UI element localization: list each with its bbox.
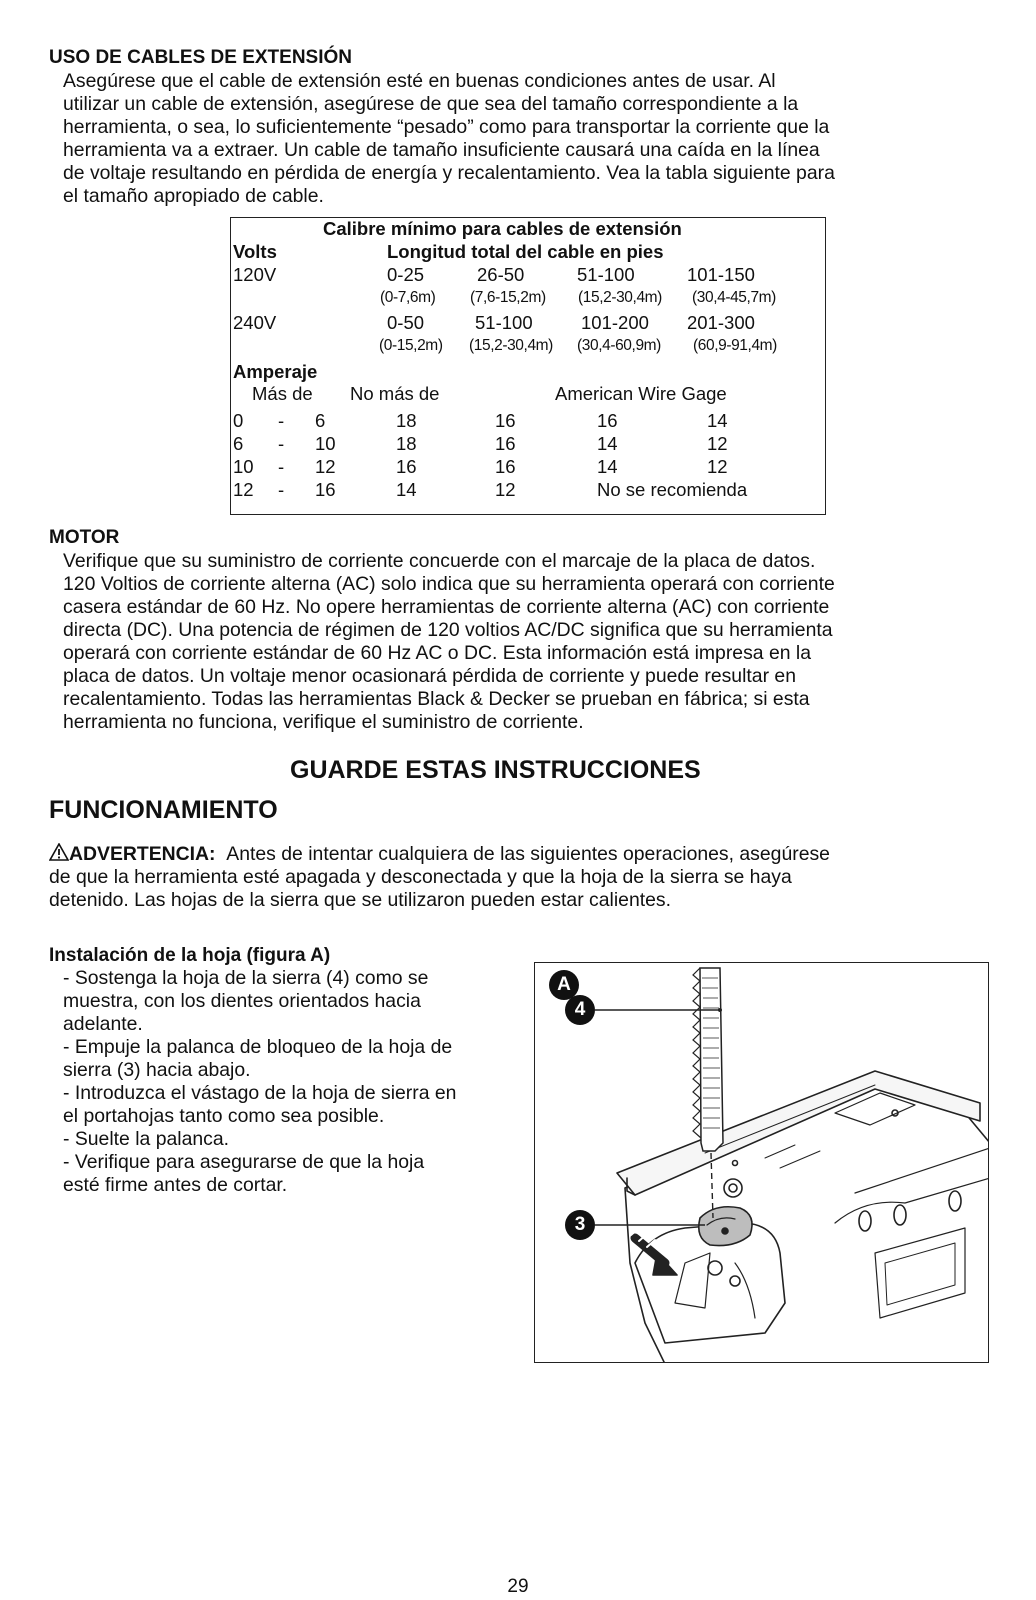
metric-cell: (30,4-60,9m) [577, 337, 661, 354]
blade-install-steps [63, 967, 456, 1197]
text-line: el portahojas tanto como sea posible. [63, 1105, 385, 1127]
amp-to: 6 [315, 410, 326, 431]
callout-lever-3: 3 [565, 1210, 595, 1240]
gauge-cell: 12 [707, 433, 728, 454]
range-cell: 0-25 [387, 264, 425, 285]
range-cell: 51-100 [475, 312, 533, 333]
amp-to: 10 [315, 433, 336, 454]
metric-cell: (0-7,6m) [380, 289, 436, 306]
awg-label: American Wire Gage [555, 383, 727, 404]
more-than-label: Más de [252, 383, 313, 404]
amp-from: 10 [233, 456, 254, 477]
warning-block [49, 843, 989, 912]
jigsaw-illustration [535, 963, 989, 1363]
gauge-cell: 16 [396, 456, 417, 477]
amp-from: 6 [233, 433, 244, 454]
operation-title: FUNCIONAMIENTO [49, 796, 278, 824]
section-heading-motor: MOTOR [49, 527, 120, 548]
gauge-cell: 16 [495, 410, 516, 431]
metric-cell: (7,6-15,2m) [470, 289, 546, 306]
text-line: adelante. [63, 1013, 143, 1035]
text-line: el tamaño apropiado de cable. [63, 185, 324, 207]
text-line: - Sostenga la hoja de la sierra (4) como se [63, 967, 429, 989]
gauge-cell: 16 [495, 456, 516, 477]
figure-letter-badge: A [549, 970, 579, 1000]
amperage-label: Amperaje [233, 361, 318, 382]
callout-blade-4: 4 [565, 995, 595, 1025]
range-cell: 51-100 [577, 264, 635, 285]
gauge-cell: 14 [396, 479, 417, 500]
text-line: - Suelte la palanca. [63, 1128, 230, 1150]
volts-label: Volts [233, 241, 277, 262]
text-line: recalentamiento. Todas las herramientas Black & Decker se prueban en fábrica; si esta [63, 688, 810, 710]
amp-dash: - [278, 433, 285, 454]
gauge-cell: 12 [707, 456, 728, 477]
saw-blade [693, 968, 723, 1151]
gauge-cell: 18 [396, 410, 417, 431]
gauge-cell: 16 [597, 410, 618, 431]
extension-paragraph [63, 70, 835, 208]
figure-a [534, 962, 989, 1363]
metric-cell: (15,2-30,4m) [578, 289, 662, 306]
gauge-cell: 12 [495, 479, 516, 500]
section-heading-extension: USO DE CABLES DE EXTENSIÓN [49, 47, 352, 68]
warning-first-line [49, 843, 989, 866]
blade-install-heading: Instalación de la hoja (figura A) [49, 945, 331, 966]
metric-cell: (30,4-45,7m) [692, 289, 776, 306]
amp-dash: - [278, 410, 285, 431]
text-line: directa (DC). Una potencia de régimen de 120 voltios AC/DC significa que su herramienta [63, 619, 833, 641]
gauge-cell: No se recomienda [597, 479, 748, 500]
text-line: sierra (3) hacia abajo. [63, 1059, 251, 1081]
warning-triangle-icon [49, 843, 69, 861]
text-line: - Verifique para asegurarse de que la hoja [63, 1151, 425, 1173]
text-line: de voltaje resultando en pérdida de energía y recalentamiento. Vea la tabla siguiente para [63, 162, 835, 184]
text-line: - Introduzca el vástago de la hoja de sierra en [63, 1082, 457, 1104]
gauge-cell: 14 [707, 410, 728, 431]
gauge-cell: 14 [597, 433, 618, 454]
warning-label: ADVERTENCIA: [69, 843, 216, 865]
range-cell: 101-150 [687, 264, 755, 285]
text-line: muestra, con los dientes orientados hacia [63, 990, 421, 1012]
volt-120: 120V [233, 264, 277, 285]
volt-240: 240V [233, 312, 277, 333]
amp-dash: - [278, 456, 285, 477]
text-line: Asegúrese que el cable de extensión esté en buenas condiciones antes de usar. Al [63, 70, 776, 92]
metric-cell: (0-15,2m) [379, 337, 443, 354]
save-instructions-title: GUARDE ESTAS INSTRUCCIONES [290, 756, 701, 784]
text-line: herramienta, o sea, lo suficientemente “pesado” como para transportar la corriente que la [63, 116, 830, 138]
not-more-than-label: No más de [350, 383, 440, 404]
metric-cell: (60,9-91,4m) [693, 337, 777, 354]
length-label: Longitud total del cable en pies [387, 241, 664, 262]
text-line: Verifique que su suministro de corriente concuerde con el marcaje de la placa de datos. [63, 550, 816, 572]
page-number: 29 [507, 1576, 529, 1597]
text-line: operará con corriente estándar de 60 Hz AC o DC. Esta información está impresa en la [63, 642, 811, 664]
range-cell: 101-200 [581, 312, 649, 333]
text-line: 120 Voltios de corriente alterna (AC) solo indica que su herramienta operará con corriente [63, 573, 835, 595]
text-line: esté firme antes de cortar. [63, 1174, 288, 1196]
gauge-cell: 18 [396, 433, 417, 454]
cable-gauge-table [230, 217, 826, 515]
gauge-cell: 14 [597, 456, 618, 477]
amp-dash: - [278, 479, 285, 500]
text-line: - Empuje la palanca de bloqueo de la hoja de [63, 1036, 453, 1058]
table-title: Calibre mínimo para cables de extensión [323, 218, 682, 239]
range-cell: 0-50 [387, 312, 425, 333]
text-line: herramienta no funciona, verifique el suministro de corriente. [63, 711, 584, 733]
text-line: de que la herramienta esté apagada y desconectada y que la hoja de la sierra se haya [49, 866, 792, 888]
gauge-cell: 16 [495, 433, 516, 454]
text-line: detenido. Las hojas de la sierra que se utilizaron pueden estar calientes. [49, 889, 671, 911]
amp-from: 0 [233, 410, 244, 431]
warning-first-text: Antes de intentar cualquiera de las siguientes operaciones, asegúrese [226, 843, 830, 865]
range-cell: 201-300 [687, 312, 755, 333]
text-line: herramienta va a extraer. Un cable de tamaño insuficiente causará una caída en la línea [63, 139, 820, 161]
metric-cell: (15,2-30,4m) [469, 337, 553, 354]
amp-to: 16 [315, 479, 336, 500]
text-line: utilizar un cable de extensión, asegúrese de que sea del tamaño correspondiente a la [63, 93, 799, 115]
motor-paragraph [63, 550, 835, 734]
amp-from: 12 [233, 479, 254, 500]
range-cell: 26-50 [477, 264, 525, 285]
text-line: placa de datos. Un voltaje menor ocasionará pérdida de corriente y puede resultar en [63, 665, 796, 687]
amp-to: 12 [315, 456, 336, 477]
text-line: casera estándar de 60 Hz. No opere herramientas de corriente alterna (AC) con corriente [63, 596, 830, 618]
